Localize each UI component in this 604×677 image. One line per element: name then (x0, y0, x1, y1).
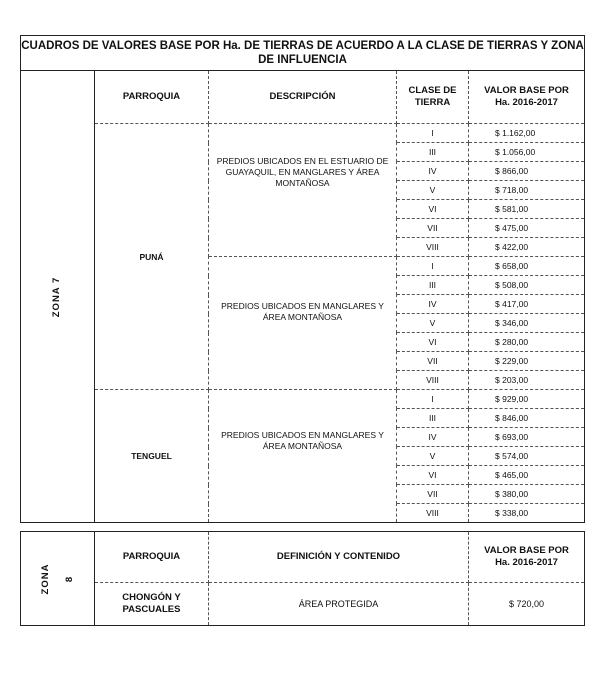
valor-cell: $ 475,00 (469, 219, 585, 238)
valuation-document (20, 35, 584, 626)
valor-cell: $ 846,00 (469, 409, 585, 428)
valor-cell: $ 346,00 (469, 314, 585, 333)
valor-cell: $ 338,00 (469, 504, 585, 523)
header-clase: CLASE DE TIERRA (397, 71, 469, 124)
header-valor: VALOR BASE POR Ha. 2016-2017 (469, 532, 585, 583)
clase-cell: III (397, 143, 469, 162)
valor-cell: $ 229,00 (469, 352, 585, 371)
valor-cell: $ 720,00 (469, 583, 585, 626)
valor-cell: $ 465,00 (469, 466, 585, 485)
header-valor: VALOR BASE POR Ha. 2016-2017 (469, 71, 585, 124)
definicion-cell: ÁREA PROTEGIDA (209, 583, 469, 626)
clase-cell: I (397, 390, 469, 409)
clase-cell: I (397, 257, 469, 276)
parroquia-chongon-pascuales: CHONGÓN Y PASCUALES (95, 583, 209, 626)
header-parroquia: PARROQUIA (95, 532, 209, 583)
clase-cell: V (397, 181, 469, 200)
clase-cell: VI (397, 200, 469, 219)
clase-cell: V (397, 314, 469, 333)
zone-7-label: ZONA 7 (21, 71, 95, 523)
table-title: CUADROS DE VALORES BASE POR Ha. DE TIERRAS DE ACUERDO A LA CLASE DE TIERRAS Y ZONA DE INFLUENCIA (21, 36, 585, 71)
clase-cell: VII (397, 219, 469, 238)
header-parroquia: PARROQUIA (95, 71, 209, 124)
valor-cell: $ 693,00 (469, 428, 585, 447)
clase-cell: IV (397, 428, 469, 447)
valor-cell: $ 574,00 (469, 447, 585, 466)
zone-8-label: ZONA 8 (21, 532, 95, 626)
valor-cell: $ 1.162,00 (469, 124, 585, 143)
descripcion-cell: PREDIOS UBICADOS EN MANGLARES Y ÁREA MONTAÑOSA (209, 257, 397, 390)
descripcion-cell: PREDIOS UBICADOS EN MANGLARES Y ÁREA MONTAÑOSA (209, 390, 397, 523)
parroquia-tenguel: TENGUEL (95, 390, 209, 523)
valor-cell: $ 417,00 (469, 295, 585, 314)
header-descripcion: DESCRIPCIÓN (209, 71, 397, 124)
clase-cell: VIII (397, 371, 469, 390)
parroquia-puna: PUNÁ (95, 124, 209, 390)
valor-cell: $ 280,00 (469, 333, 585, 352)
valor-cell: $ 658,00 (469, 257, 585, 276)
clase-cell: I (397, 124, 469, 143)
clase-cell: IV (397, 162, 469, 181)
zone-7-table (20, 35, 585, 523)
zone-7-header-row (21, 71, 585, 124)
table-row (21, 124, 585, 143)
valor-cell: $ 380,00 (469, 485, 585, 504)
clase-cell: VIII (397, 238, 469, 257)
clase-cell: IV (397, 295, 469, 314)
clase-cell: III (397, 409, 469, 428)
valor-cell: $ 203,00 (469, 371, 585, 390)
valor-cell: $ 718,00 (469, 181, 585, 200)
valor-cell: $ 1.056,00 (469, 143, 585, 162)
valor-cell: $ 422,00 (469, 238, 585, 257)
valor-cell: $ 929,00 (469, 390, 585, 409)
zone-8-table (20, 531, 585, 626)
clase-cell: V (397, 447, 469, 466)
clase-cell: III (397, 276, 469, 295)
table-row (21, 583, 585, 626)
zone-8-header-row (21, 532, 585, 583)
clase-cell: VIII (397, 504, 469, 523)
valor-cell: $ 508,00 (469, 276, 585, 295)
clase-cell: VII (397, 485, 469, 504)
clase-cell: VI (397, 466, 469, 485)
header-definicion: DEFINICIÓN Y CONTENIDO (209, 532, 469, 583)
table-row (21, 390, 585, 409)
valor-cell: $ 866,00 (469, 162, 585, 181)
clase-cell: VI (397, 333, 469, 352)
valor-cell: $ 581,00 (469, 200, 585, 219)
descripcion-cell: PREDIOS UBICADOS EN EL ESTUARIO DE GUAYAQUIL, EN MANGLARES Y ÁREA MONTAÑOSA (209, 124, 397, 257)
clase-cell: VII (397, 352, 469, 371)
